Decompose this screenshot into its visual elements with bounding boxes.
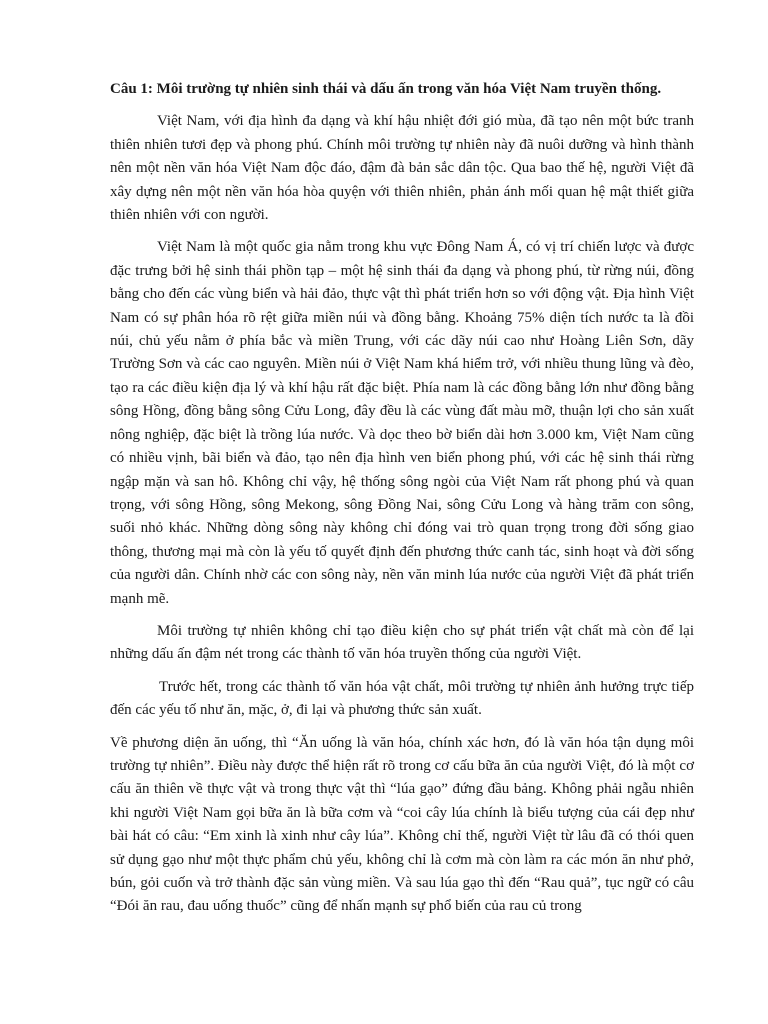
paragraph-environment-impact: Môi trường tự nhiên không chỉ tạo điều kiện cho sự phát triển vật chất mà còn để lại những dấu ấn đậm nét trong các thành tố văn hóa truyền thống của người Việt.: [110, 622, 694, 663]
document-page: [110, 78, 694, 928]
paragraph-intro: Việt Nam, với địa hình đa dạng và khí hậu nhiệt đới gió mùa, đã tạo nên một bức tranh thiên nhiên tươi đẹp và phong phú. Chính môi trường tự nhiên này đã nuôi dưỡng và hình thành nên một nền văn hóa Việt Nam độc đáo, đậm đà bản sắc dân tộc. Qua bao thế hệ, người Việt đã xây dựng nên một nền văn hóa hòa quyện với thiên nhiên, phản ánh mối quan hệ mật thiết giữa thiên nhiên với con người.: [110, 113, 694, 224]
question-title: Câu 1: Môi trường tự nhiên sinh thái và dấu ấn trong văn hóa Việt Nam truyền thống.: [110, 81, 662, 97]
paragraph-eating: Về phương diện ăn uống, thì “Ăn uống là văn hóa, chính xác hơn, đó là văn hóa tận dụng môi trường tự nhiên”. Điều này được thể hiện rất rõ trong cơ cấu bữa ăn của người Việt, đó là một cơ cấu ăn thiên về thực vật và trong thực vật thì “lúa gạo” đứng đầu bảng. Không phải ngẫu nhiên khi người Việt Nam gọi bữa ăn là bữa cơm và “coi cây lúa chính là biểu tượng của cái đẹp như bài hát có câu: “Em xinh là xinh như cây lúa”. Không chỉ thế, người Việt từ lâu đã có thói quen sử dụng gạo như một thực phẩm chủ yếu, không chỉ là cơm mà còn làm ra các món ăn như phở, bún, gỏi cuốn và trở thành đặc sản vùng miền. Và sau lúa gạo thì đến “Rau quả”, tục ngữ có câu “Đói ăn rau, đau uống thuốc” cũng để nhấn mạnh sự phổ biến của rau củ trong: [110, 734, 694, 915]
paragraph-material-culture: Trước hết, trong các thành tố văn hóa vật chất, môi trường tự nhiên ảnh hưởng trực tiếp đến các yếu tố như ăn, mặc, ở, đi lại và phương thức sản xuất.: [110, 678, 694, 719]
paragraph-geography: Việt Nam là một quốc gia nằm trong khu vực Đông Nam Á, có vị trí chiến lược và được đặc trưng bởi hệ sinh thái phồn tạp – một hệ sinh thái đa dạng và phong phú, từ rừng núi, đồng bằng cho đến các vùng biển và hải đảo, thực vật thì phát triển hơn so với động vật. Địa hình Việt Nam có sự phân hóa rõ rệt giữa miền núi và đồng bằng. Khoảng 75% diện tích nước ta là đồi núi, chủ yếu nằm ở phía bắc và miền Trung, với các dãy núi cao như Hoàng Liên Sơn, dãy Trường Sơn và các cao nguyên. Miền núi ở Việt Nam khá hiểm trở, với nhiều thung lũng và đèo, tạo ra các điều kiện địa lý và khí hậu rất đặc biệt. Phía nam là các đồng bằng lớn như đồng bằng sông Hồng, đồng bằng sông Cửu Long, đây đều là các vùng đất màu mỡ, thuận lợi cho sản xuất nông nghiệp, đặc biệt là trồng lúa nước. Và dọc theo bờ biển dài hơn 3.000 km, Việt Nam cũng có nhiều vịnh, bãi biển và đảo, tạo nên địa hình ven biển phong phú, với các hệ sinh thái rừng ngập mặn và san hô. Không chỉ vậy, hệ thống sông ngòi của Việt Nam rất phong phú và quan trọng, với sông Hồng, sông Mekong, sông Đồng Nai, sông Cửu Long và hàng trăm con sông, suối nhỏ khác. Những dòng sông này không chỉ đóng vai trò quan trọng trong đời sống giao thông, thương mại mà còn là yếu tố quyết định đến phương thức canh tác, sinh hoạt và đời sống của người dân. Chính nhờ các con sông này, nền văn minh lúa nước của người Việt đã phát triển mạnh mẽ.: [110, 239, 694, 607]
